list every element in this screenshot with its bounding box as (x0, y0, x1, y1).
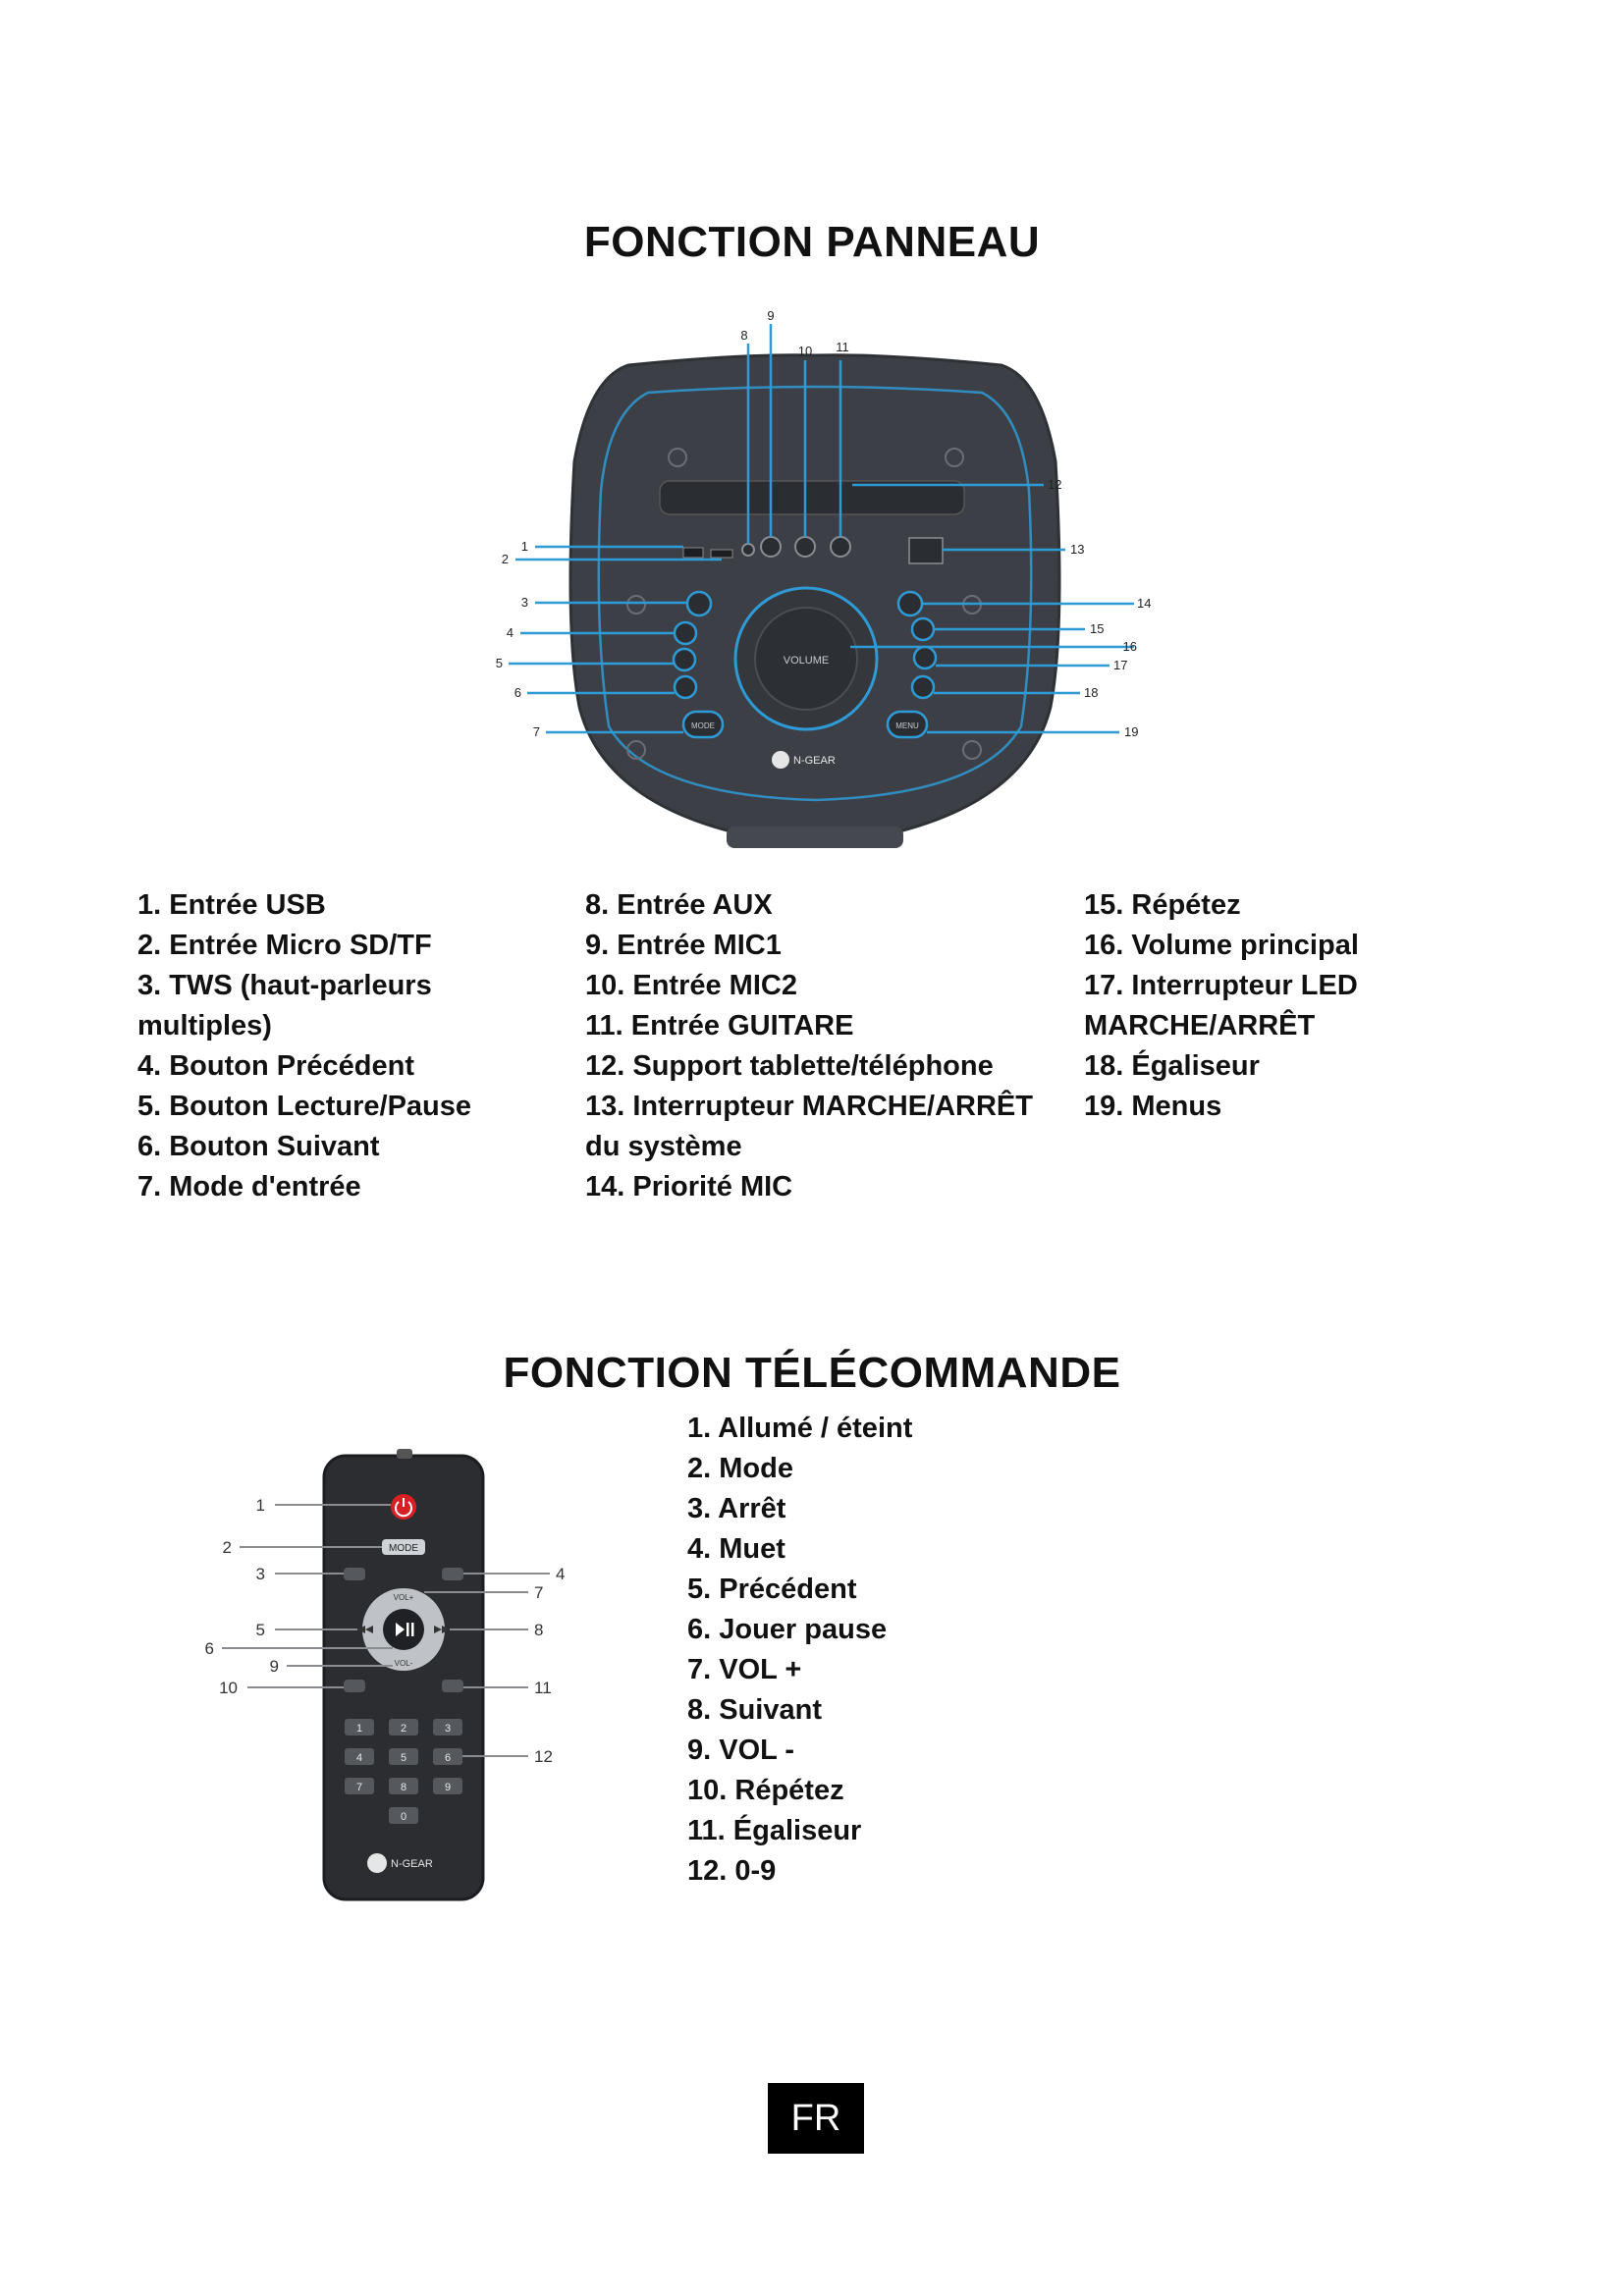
brand-logo-icon (772, 751, 789, 769)
list-item: 17. Interrupteur LED (1084, 970, 1358, 1001)
list-item: 1. Entrée USB (137, 889, 326, 921)
list-item: 15. Répétez (1084, 889, 1241, 921)
panel-list-col3 (1084, 885, 1359, 1127)
key-1: 1 (355, 1723, 363, 1735)
list-item: 8. Entrée AUX (585, 889, 773, 921)
svg-text:MODE: MODE (389, 1543, 418, 1554)
list-item: 2. Mode (687, 1453, 793, 1484)
list-item: 4. Bouton Précédent (137, 1050, 414, 1082)
list-item: MARCHE/ARRÊT (1084, 1010, 1316, 1041)
tws-button (687, 592, 711, 615)
previous-button (675, 622, 696, 644)
key-3: 3 (444, 1723, 452, 1735)
callout-10: 10 (797, 344, 813, 358)
list-item: 2. Entrée Micro SD/TF (137, 930, 432, 961)
play-pause-button (674, 649, 695, 670)
brand-logo-text: N-GEAR (793, 755, 836, 767)
list-item: 18. Égaliseur (1084, 1050, 1260, 1082)
list-item: multiples) (137, 1010, 272, 1041)
remote-callout-7: 7 (534, 1583, 544, 1602)
callout-6: 6 (514, 685, 521, 700)
list-item: du système (585, 1131, 742, 1162)
callout-5: 5 (495, 656, 503, 670)
callout-14: 14 (1137, 596, 1152, 611)
volume-knob-label: VOLUME (783, 655, 830, 667)
remote-brand-logo-text: N-GEAR (391, 1858, 433, 1870)
remote-callout-4: 4 (556, 1565, 566, 1583)
callout-3: 3 (520, 595, 528, 610)
callout-19: 19 (1124, 724, 1139, 739)
svg-text:VOL-: VOL- (394, 1659, 413, 1668)
list-item: 16. Volume principal (1084, 930, 1359, 961)
callout-17: 17 (1113, 658, 1128, 672)
key-9: 9 (444, 1782, 452, 1793)
list-item: 10. Répétez (687, 1775, 844, 1806)
remote-repeat-button (344, 1680, 365, 1692)
callout-1: 1 (520, 539, 528, 554)
list-item: 7. Mode d'entrée (137, 1171, 361, 1202)
svg-text:MENU: MENU (895, 721, 919, 730)
remote-callout-6: 6 (204, 1639, 214, 1658)
list-item: 3. Arrêt (687, 1493, 786, 1524)
remote-callout-12: 12 (534, 1747, 553, 1766)
remote-callout-10: 10 (219, 1679, 238, 1697)
panel-list-col2 (585, 885, 1033, 1207)
callout-2: 2 (501, 552, 509, 566)
remote-callout-3: 3 (255, 1565, 265, 1583)
list-item: 5. Bouton Lecture/Pause (137, 1091, 472, 1122)
remote-list (687, 1409, 912, 1892)
remote-callout-2: 2 (222, 1538, 232, 1557)
key-0: 0 (400, 1811, 407, 1823)
speaker-panel-diagram (491, 304, 1152, 864)
key-2: 2 (400, 1723, 407, 1735)
key-5: 5 (400, 1752, 407, 1764)
remote-eq-button (442, 1680, 463, 1692)
eq-button (912, 676, 934, 698)
callout-13: 13 (1070, 542, 1085, 557)
remote-callout-9: 9 (269, 1657, 279, 1676)
list-item: 11. Égaliseur (687, 1815, 862, 1846)
callout-18: 18 (1084, 685, 1099, 700)
remote-mute-button (442, 1568, 463, 1580)
list-item: 19. Menus (1084, 1091, 1222, 1122)
remote-stop-button (344, 1568, 365, 1580)
remote-callout-11: 11 (534, 1679, 552, 1697)
remote-callout-5: 5 (255, 1621, 265, 1639)
remote-body (324, 1456, 483, 1899)
key-7: 7 (355, 1782, 363, 1793)
list-item: 8. Suivant (687, 1694, 822, 1726)
language-badge: FR (768, 2083, 864, 2154)
callout-15: 15 (1090, 621, 1105, 636)
next-button (675, 676, 696, 698)
list-item: 6. Bouton Suivant (137, 1131, 380, 1162)
callout-7: 7 (532, 724, 540, 739)
key-6: 6 (444, 1752, 452, 1764)
remote-control-diagram (196, 1443, 589, 1914)
list-item: 1. Allumé / éteint (687, 1413, 913, 1444)
list-item: 3. TWS (haut-parleurs (137, 970, 432, 1001)
led-switch-button (914, 647, 936, 668)
svg-text:VOL+: VOL+ (393, 1593, 414, 1602)
repeat-button (912, 618, 934, 640)
list-item: 5. Précédent (687, 1574, 857, 1605)
remote-brand-logo-icon (367, 1853, 387, 1873)
callout-11: 11 (836, 340, 849, 354)
panel-list-col1 (137, 885, 471, 1207)
list-item: 11. Entrée GUITARE (585, 1010, 854, 1041)
list-item: 9. VOL - (687, 1735, 795, 1766)
list-item: 12. Support tablette/téléphone (585, 1050, 994, 1082)
list-item: 9. Entrée MIC1 (585, 930, 782, 961)
key-4: 4 (355, 1752, 363, 1764)
mic-priority-button (898, 592, 922, 615)
remote-section-title: FONCTION TÉLÉCOMMANDE (503, 1349, 1121, 1397)
remote-callout-8: 8 (534, 1621, 544, 1639)
callout-4: 4 (506, 625, 514, 640)
list-item: 4. Muet (687, 1533, 785, 1565)
list-item: 7. VOL + (687, 1654, 802, 1685)
panel-section-title: FONCTION PANNEAU (583, 218, 1041, 266)
list-item: 14. Priorité MIC (585, 1171, 793, 1202)
list-item: 12. 0-9 (687, 1855, 777, 1887)
callout-16: 16 (1122, 639, 1137, 654)
list-item: 10. Entrée MIC2 (585, 970, 797, 1001)
svg-text:MODE: MODE (691, 721, 715, 730)
key-8: 8 (400, 1782, 407, 1793)
callout-8: 8 (740, 328, 748, 343)
list-item: 13. Interrupteur MARCHE/ARRÊT (585, 1091, 1033, 1122)
list-item: 6. Jouer pause (687, 1614, 888, 1645)
remote-callout-1: 1 (255, 1496, 265, 1515)
callout-12: 12 (1048, 477, 1062, 492)
callout-9: 9 (767, 308, 775, 323)
